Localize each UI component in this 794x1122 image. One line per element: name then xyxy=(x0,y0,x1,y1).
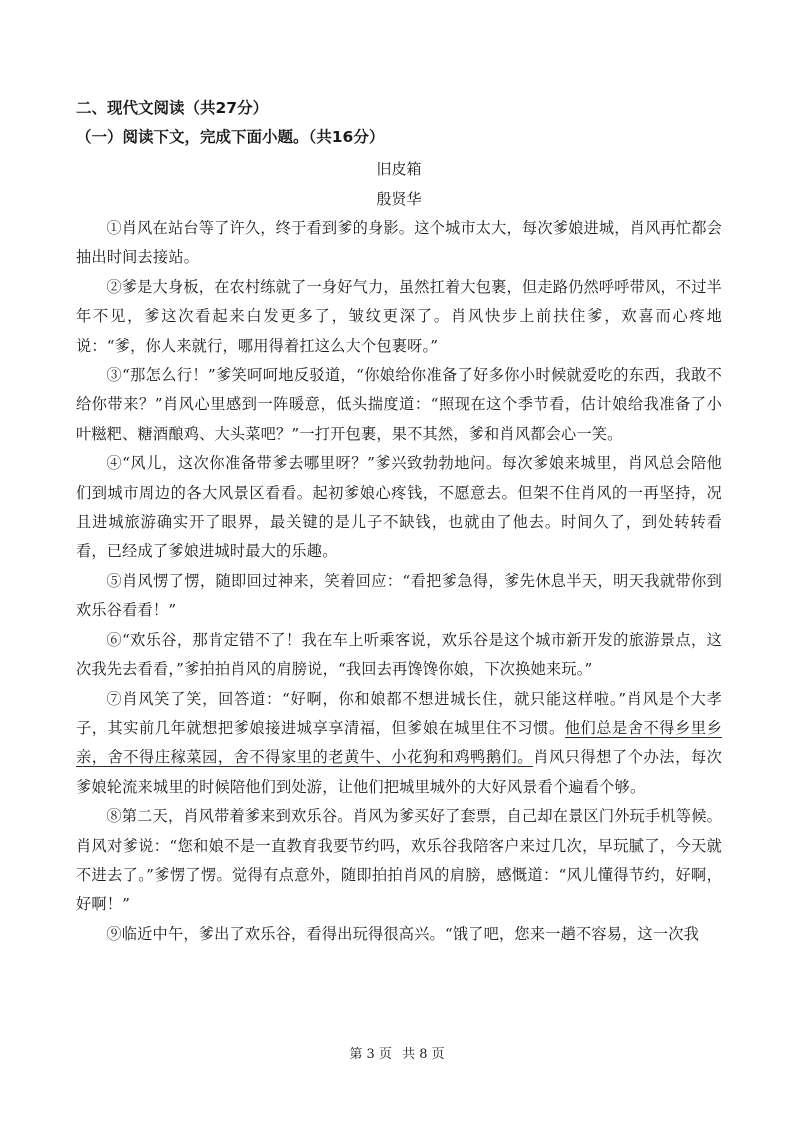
paragraph-1: ①肖风在站台等了许久，终于看到爹的身影。这个城市太大，每次爹娘进城，肖风再忙都会抽出时间去接站。 xyxy=(76,219,722,267)
page-content xyxy=(76,96,722,949)
page-total: 共 8 页 xyxy=(402,1047,445,1062)
article-author: 殷贤华 xyxy=(376,190,422,208)
paragraph-7-text-a: ⑦肖风笑了笑，回答道：“好啊，你和娘都不想进城长住，就只能这样啦。”肖风是个大孝子，其实前几年就想把爹娘接进城享享清福，但爹娘在城里住不习惯。 xyxy=(76,689,722,737)
paragraph-3: ③“那怎么行！”爹笑呵呵地反驳道，“你娘给你准备了好多你小时候就爱吃的东西，我敢不给你带来？”肖风心里感到一阵暖意，低头揣度道：“照现在这个季节看，估计娘给我准备了小叶糍粑、糖酒酿鸡、大头菜吧？”一打开包裹，果不其然，爹和肖风都会心一笑。 xyxy=(76,366,722,443)
page-footer xyxy=(0,1046,794,1064)
paragraph-2: ②爹是大身板，在农村练就了一身好气力，虽然扛着大包裹，但走路仍然呼呼带风，不过半年不见，爹这次看起来白发更多了，皱纹更深了。肖风快步上前扶住爹，欢喜而心疼地说：“爹，你人来就行，哪用得着扛这么大个包裹呀。” xyxy=(76,277,722,355)
page-number: 第 3 页 xyxy=(349,1047,392,1062)
article-title: 旧皮箱 xyxy=(376,160,422,178)
paragraph-8: ⑧第二天，肖风带着爹来到欢乐谷。肖风为爹买好了套票，自己却在景区门外玩手机等候。肖风对爹说：“您和娘不是一直教育我要节约吗，欢乐谷我陪客户来过几次，早玩腻了，今天就不进去了。”爹愣了愣。觉得有点意外，随即拍拍肖风的肩膀，感慨道：“风儿懂得节约，好啊，好啊！” xyxy=(76,807,722,914)
paragraph-4: ④“风儿，这次你准备带爹去哪里呀？”爹兴致勃勃地问。每次爹娘来城里，肖风总会陪他们到城市周边的各大风景区看看。起初爹娘心疼钱，不愿意去。但架不住肖风的一再坚持，况且进城旅游确实开了眼界，最关键的是儿子不缺钱，也就由了他去。时间久了，到处转转看看，已经成了爹娘进城时最大的乐趣。 xyxy=(76,454,722,561)
sub-title: （一）阅读下文，完成下面小题。（共16分） xyxy=(76,128,385,146)
dashed-underline-1: 舍不得乡里乡亲， xyxy=(76,718,722,767)
paragraph-9: ⑨临近中午，爹出了欢乐谷，看得出玩得很高兴。“饿了吧，您来一趟不容易，这一次我 xyxy=(106,924,700,943)
paragraph-7-text-f: 肖风只得想了个办法，每次爹娘轮流来城里的时候陪他们到处游，让他们把城里城外的大好风景看个遍看个够。 xyxy=(76,748,722,796)
paragraph-5: ⑤肖风愣了愣，随即回过神来，笑着回应：“看把爹急得，爹先休息半天，明天我就带你到欢乐谷看看！” xyxy=(76,571,722,620)
dashed-underline-2: 舍不得庄稼菜园， xyxy=(107,748,234,767)
paragraph-6: ⑥“欢乐谷，那肯定错不了！我在车上听乘客说，欢乐谷是这个城市新开发的旅游景点，这次我先去看看，”爹拍拍肖风的肩膀说，“我回去再馋馋你娘，下次换她来玩。” xyxy=(76,630,722,679)
section-title: 二、现代文阅读（共27分） xyxy=(76,99,269,117)
paragraph-7-text-b: 他们总是 xyxy=(564,718,628,737)
paragraph-7 xyxy=(76,685,722,803)
dashed-underline-3: 舍不得家里的老黄牛、小花狗和鸡鸭鹅们。 xyxy=(233,748,534,767)
